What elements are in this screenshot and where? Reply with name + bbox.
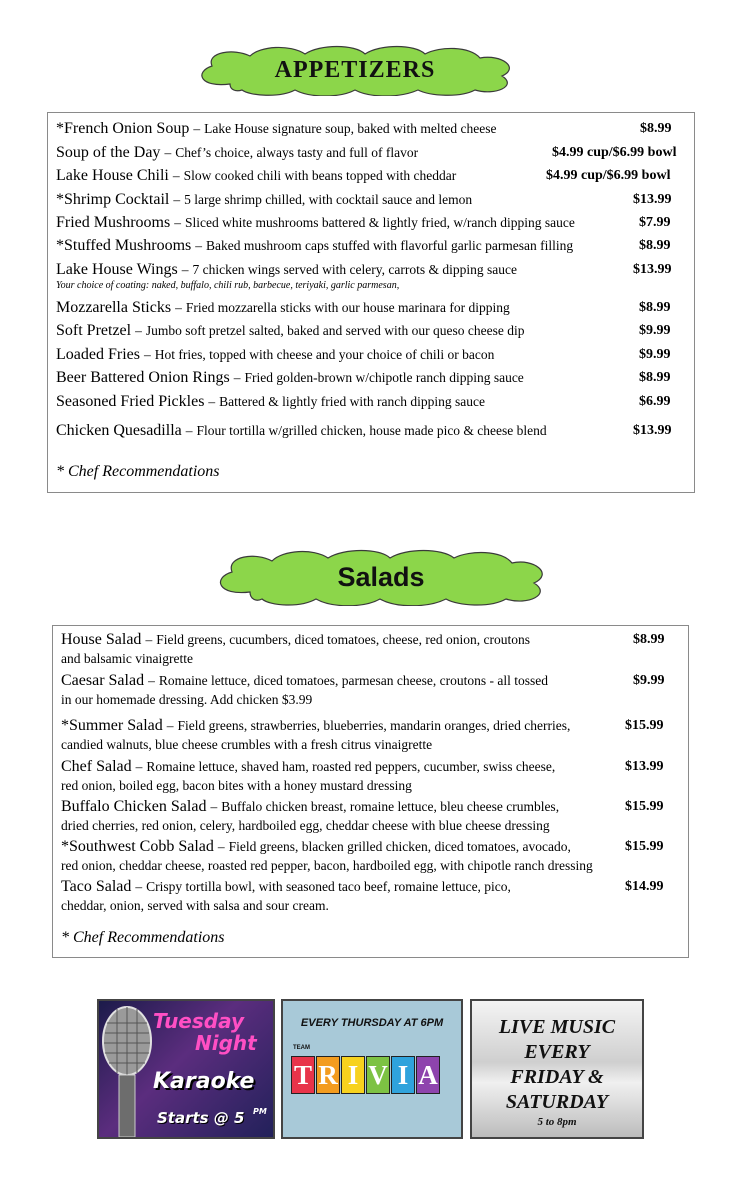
salad-price: $13.99 [625,759,664,774]
appetizer-name: Fried Mushrooms [56,214,171,231]
appetizer-item [48,345,694,365]
salad-name: *Southwest Cobb Salad [61,838,214,855]
appetizer-name: Seasoned Fried Pickles [56,393,205,410]
salads-heading-cloud [208,548,554,606]
karaoke-line3: Karaoke [153,1069,255,1094]
trivia-promo [281,999,463,1139]
salad-price: $9.99 [633,673,665,688]
salad-description-cont: and balsamic vinaigrette [61,651,193,666]
appetizer-item [48,421,694,441]
appetizer-description: Baked mushroom caps stuffed with flavorful garlic parmesan filling [206,238,574,253]
appetizer-item [48,213,694,233]
salad-price: $8.99 [633,632,665,647]
salad-name: Caesar Salad [61,672,145,689]
appetizer-item [48,298,694,318]
appetizer-dash: – [193,121,201,136]
salad-dash: – [210,799,218,814]
appetizer-price: $6.99 [639,394,671,409]
appetizer-description: Battered & lightly fried with ranch dipping sauce [219,394,485,409]
appetizer-price: $8.99 [639,300,671,315]
salad-description: Field greens, blacken grilled chicken, diced tomatoes, avocado, [228,839,571,854]
trivia-team-label: TEAM [293,1045,310,1051]
appetizer-price: $4.99 cup/$6.99 bowl [546,168,671,183]
trivia-word [291,1056,440,1094]
appetizer-dash: – [174,215,181,230]
salad-item [53,797,688,834]
salad-price: $15.99 [625,839,664,854]
salad-price: $15.99 [625,718,664,733]
appetizer-dash: – [135,323,142,338]
appetizer-description: Fried golden-brown w/chipotle ranch dipping sauce [244,370,524,385]
appetizer-name: Soup of the Day [56,144,161,161]
appetizer-item [48,190,694,210]
appetizer-name: *French Onion Soup [56,120,190,137]
salad-item [53,837,688,874]
salad-item [53,671,688,708]
appetizer-item [48,392,694,412]
trivia-letter-tile: R [316,1056,340,1094]
salad-description: Romaine lettuce, diced tomatoes, parmesan cheese, croutons - all tossed [158,673,548,688]
salad-item [53,757,688,794]
appetizers-heading-cloud [190,44,520,96]
salad-name: Buffalo Chicken Salad [61,798,207,815]
appetizer-item [48,321,694,341]
salad-description-cont: in our homemade dressing. Add chicken $3.99 [61,692,313,707]
appetizer-price: $9.99 [639,347,671,362]
appetizers-chef-recommendations: * Chef Recommendations [56,463,220,480]
trivia-letter-tile: A [416,1056,440,1094]
salad-price: $14.99 [625,879,664,894]
trivia-letter-tile: T [291,1056,315,1094]
salad-description: Field greens, strawberries, blueberries, mandarin oranges, dried cherries, [177,718,571,733]
appetizer-name: Soft Pretzel [56,322,132,339]
appetizer-description: Jumbo soft pretzel salted, baked and served with our queso cheese dip [145,323,525,338]
appetizer-description: Flour tortilla w/grilled chicken, house made pico & cheese blend [196,423,547,438]
appetizer-dash: – [164,145,172,160]
appetizer-description: Slow cooked chili with beans topped with cheddar [183,168,457,183]
salads-chef-recommendations: * Chef Recommendations [61,929,225,946]
appetizer-description: Sliced white mushrooms battered & lightly fried, w/ranch dipping sauce [184,215,575,230]
appetizer-note: Your choice of coating: naked, buffalo, chili rub, barbecue, teriyaki, garlic parmesan, [56,280,400,291]
salads-title: Salads [337,561,425,592]
salad-description: Crispy tortilla bowl, with seasoned taco beef, romaine lettuce, pico, [146,879,511,894]
trivia-letter-tile: I [341,1056,365,1094]
appetizer-dash: – [175,300,182,315]
trivia-schedule: EVERY THURSDAY AT 6PM [300,1017,444,1029]
salad-dash: – [135,759,143,774]
appetizer-dash: – [173,192,181,207]
appetizer-name: *Shrimp Cocktail [56,191,170,208]
karaoke-line2: Night [195,1031,257,1055]
appetizer-name: *Stuffed Mushrooms [56,237,192,254]
appetizer-name: Mozzarella Sticks [56,299,172,316]
salad-dash: – [145,632,153,647]
live-music-hours: 5 to 8pm [537,1116,577,1128]
appetizer-description: Lake House signature soup, baked with melted cheese [204,121,497,136]
appetizer-name: Chicken Quesadilla [56,422,182,439]
appetizer-price: $8.99 [639,238,671,253]
appetizer-name: Loaded Fries [56,346,140,363]
live-music-line3: FRIDAY & [510,1066,604,1088]
appetizer-description: 7 chicken wings served with celery, carrots & dipping sauce [192,262,517,277]
salad-item [53,877,688,914]
appetizer-dash: – [181,262,189,277]
salad-description: Buffalo chicken breast, romaine lettuce, bleu cheese crumbles, [221,799,560,814]
salad-description: Romaine lettuce, shaved ham, roasted red peppers, cucumber, swiss cheese, [146,759,556,774]
salad-name: Chef Salad [61,758,132,775]
salad-description-cont: candied walnuts, blue cheese crumbles with a fresh citrus vinaigrette [61,737,433,752]
appetizer-description: Fried mozzarella sticks with our house marinara for dipping [185,300,510,315]
live-music-line1: LIVE MUSIC [498,1016,616,1038]
appetizer-item [48,119,694,139]
karaoke-line1: Tuesday [153,1009,245,1033]
appetizer-price: $9.99 [639,323,671,338]
appetizer-price: $4.99 cup/$6.99 bowl [552,145,677,160]
trivia-letter-tile: I [391,1056,415,1094]
appetizer-price: $13.99 [633,262,672,277]
karaoke-line4: Starts @ 5 [157,1109,245,1127]
salad-description-cont: dried cherries, red onion, celery, hardboiled egg, cheddar cheese with blue cheese dressing [61,818,550,833]
live-music-promo [470,999,644,1139]
salad-item [53,630,688,667]
salad-name: Taco Salad [61,878,132,895]
salad-name: *Summer Salad [61,717,163,734]
appetizers-title: APPETIZERS [274,56,436,83]
appetizer-item [48,236,694,256]
appetizer-item [48,143,694,163]
appetizers-menu-box [47,112,695,493]
karaoke-promo [97,999,275,1139]
karaoke-pm: PM [253,1107,267,1116]
live-music-text [472,1015,642,1115]
appetizer-name: Lake House Chili [56,167,169,184]
appetizer-dash: – [195,238,203,253]
salad-dash: – [217,839,225,854]
appetizer-dash: – [185,423,193,438]
appetizer-price: $13.99 [633,192,672,207]
live-music-line4: SATURDAY [505,1091,609,1113]
trivia-letter-tile: V [366,1056,390,1094]
appetizer-dash: – [233,370,241,385]
salad-item [53,716,688,753]
salad-price: $15.99 [625,799,664,814]
appetizer-name: Lake House Wings [56,261,178,278]
appetizer-dash: – [172,168,180,183]
appetizer-price: $8.99 [639,370,671,385]
appetizer-description: Chef’s choice, always tasty and full of flavor [175,145,419,160]
salad-description: Field greens, cucumbers, diced tomatoes, cheese, red onion, croutons [156,632,530,647]
appetizer-price: $13.99 [633,423,672,438]
appetizer-dash: – [143,347,151,362]
appetizer-name: Beer Battered Onion Rings [56,369,230,386]
appetizer-item [48,166,694,186]
salad-description-cont: red onion, cheddar cheese, roasted red pepper, bacon, hardboiled egg, with chipotle ranch dressing [61,858,593,873]
appetizer-price: $7.99 [639,215,671,230]
salads-menu-box [52,625,689,958]
appetizer-item [48,260,694,291]
live-music-line2: EVERY [524,1041,590,1063]
salad-description-cont: cheddar, onion, served with salsa and sour cream. [61,898,329,913]
salad-dash: – [135,879,143,894]
appetizer-description: 5 large shrimp chilled, with cocktail sauce and lemon [184,192,473,207]
salad-description-cont: red onion, boiled egg, bacon bites with a honey mustard dressing [61,778,412,793]
appetizer-description: Hot fries, topped with cheese and your choice of chili or bacon [154,347,495,362]
appetizer-item [48,368,694,388]
appetizer-price: $8.99 [640,121,672,136]
appetizer-dash: – [208,394,216,409]
salad-dash: – [148,673,155,688]
salad-dash: – [166,718,174,733]
salad-name: House Salad [61,631,142,648]
